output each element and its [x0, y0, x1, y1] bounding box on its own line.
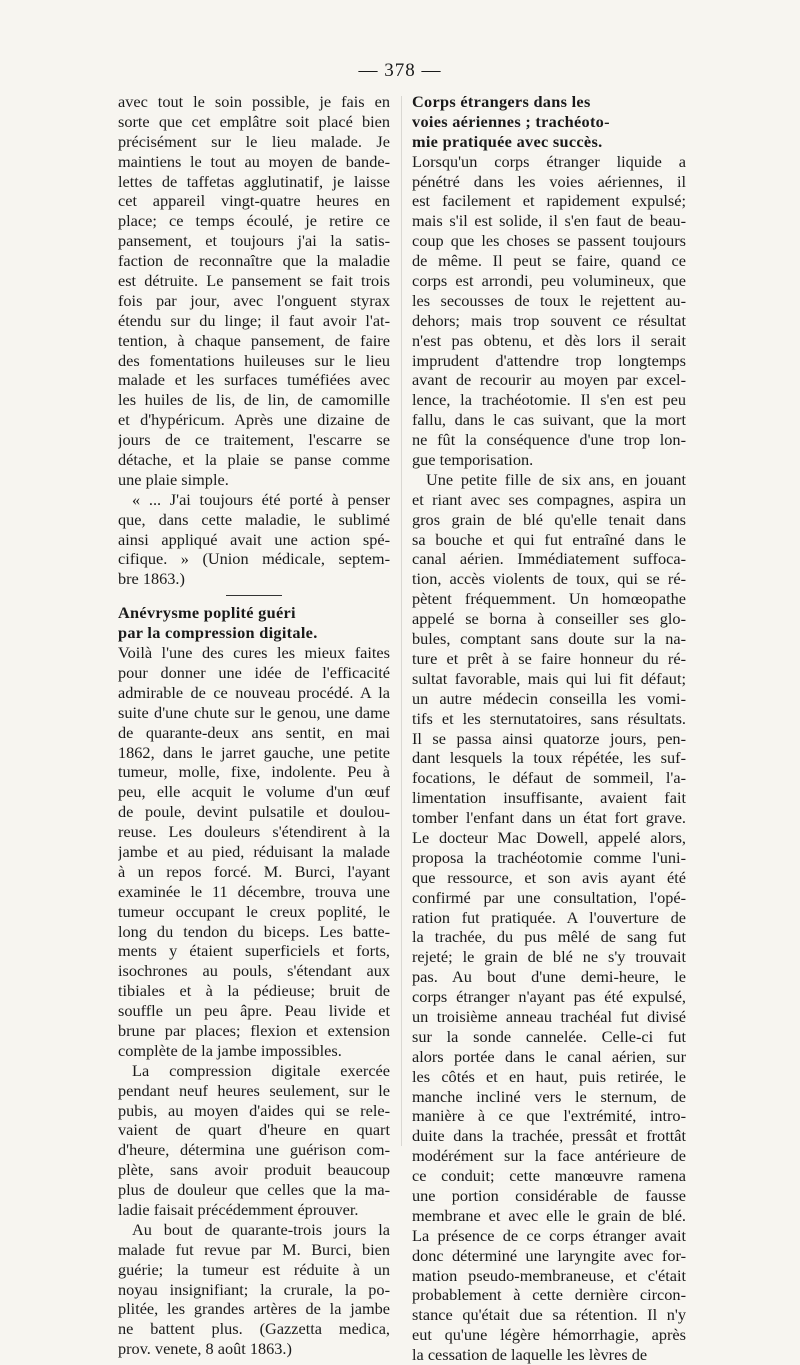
- text-line: plitée, les grandes artères de la jambe: [118, 1299, 390, 1319]
- text-line: vaient de quart d'heure en quart: [118, 1120, 390, 1140]
- left-column: [118, 92, 390, 1359]
- text-line: ration fut pratiquée. A l'ouverture de: [412, 907, 686, 927]
- text-line: cifique. » (Union médicale, septem-: [118, 549, 390, 569]
- text-line: confirmé par une consultation, l'opé-: [412, 887, 686, 907]
- text-line: faction de reconnaître que la maladie: [118, 251, 390, 271]
- text-line: est détruite. Le pansement se fait trois: [118, 271, 390, 291]
- text-line: reuse. Les douleurs s'étendirent à la: [118, 822, 390, 842]
- text-line: que ressource, et son avis ayant été: [412, 867, 686, 887]
- text-line: une plaie simple.: [118, 469, 229, 489]
- section-separator: [118, 589, 390, 603]
- text-line: et riant avec ses compagnes, aspira un: [412, 489, 686, 509]
- text-line: jambe et au pied, réduisant la malade: [118, 841, 390, 861]
- text-line: pansement, et toujours j'ai la satis-: [118, 231, 390, 251]
- text-line: pubis, au moyen d'aides qui se rele-: [118, 1100, 390, 1120]
- text-line: Il se passa ainsi quatorze jours, pen-: [412, 728, 686, 748]
- text-line: rejeté; le grain de blé ne s'y trouvait: [412, 947, 686, 967]
- text-line: plète, sans avoir produit beaucoup: [118, 1160, 390, 1180]
- text-line: les secousses de toux le rejettent au-: [412, 290, 686, 310]
- text-line: les côtés et en haut, puis retirée, le: [412, 1066, 686, 1086]
- text-line: pénétré dans les voies aériennes, il: [412, 171, 686, 191]
- text-line: pètent fréquemment. Un homœopathe: [412, 589, 686, 609]
- section-title-line: Anévrysme poplité guéri: [118, 603, 296, 623]
- text-line: une portion considérable de fausse: [412, 1185, 686, 1205]
- text-line: peu, elle acquit le volume d'un œuf: [118, 782, 390, 802]
- text-line: modérément sur la face antérieure de: [412, 1146, 686, 1166]
- text-line: imprudent d'attendre trop longtemps: [412, 350, 686, 370]
- text-line: gue temporisation.: [412, 450, 534, 470]
- text-line: ments y étaient superficiels et forts,: [118, 941, 390, 961]
- text-line: stance qu'était due sa rétention. Il n'y: [412, 1305, 686, 1325]
- text-line: tomber l'enfant dans un état fort grave.: [412, 808, 686, 828]
- text-line: malade fut revue par M. Burci, bien: [118, 1239, 390, 1259]
- text-line: de poule, devint pulsatile et doulou-: [118, 802, 390, 822]
- text-line: prov. venete, 8 août 1863.): [118, 1339, 292, 1359]
- text-line: avec tout le soin possible, je fais en: [118, 92, 390, 111]
- section-title-line: Corps étrangers dans les: [412, 92, 591, 111]
- text-line: ture et prêt à se faire honneur du ré-: [412, 648, 686, 668]
- text-line: manche incliné vers le sternum, de: [412, 1086, 686, 1106]
- text-line: et d'hypéricum. Après une dizaine de: [118, 410, 390, 430]
- text-line: admirable de ce nouveau procédé. A la: [118, 682, 390, 702]
- text-line: proposa la trachéotomie comme l'uni-: [412, 847, 686, 867]
- text-line: long du tendon du biceps. Les batte-: [118, 921, 390, 941]
- text-line: souffle un peu âpre. Peau livide et: [118, 1001, 390, 1021]
- text-line: mais s'il est solide, il s'en faut de beau-: [412, 211, 686, 231]
- text-line: un autre médecin conseilla les vomi-: [412, 688, 686, 708]
- text-line: tumeur occupant le creux poplité, le: [118, 901, 390, 921]
- text-line: duite dans la trachée, pressât et frottât: [412, 1126, 686, 1146]
- separator-rule: [226, 595, 282, 596]
- text-line: lence, la trachéotomie. Il s'en est peu: [412, 390, 686, 410]
- section-title-line: voies aériennes ; trachéoto-: [412, 111, 610, 131]
- text-line: ne battent plus. (Gazzetta medica,: [118, 1319, 390, 1339]
- text-line: sur la sonde cannelée. Celle-ci fut: [412, 1026, 686, 1046]
- text-line: fallu, dans le cas suivant, que la mort: [412, 410, 686, 430]
- text-line: canal aérien. Immédiatement suffoca-: [412, 549, 686, 569]
- text-line: la trachée, du pus mêlé de sang fut: [412, 927, 686, 947]
- text-line: la cessation de laquelle les lèvres de: [412, 1345, 648, 1365]
- text-line: Voilà l'une des cures les mieux faites: [118, 643, 390, 663]
- text-line: maintiens le tout au moyen de bande-: [118, 151, 390, 171]
- text-line: de même. Il peut se faire, quand ce: [412, 251, 686, 271]
- text-line: à un repos forcé. M. Burci, l'ayant: [118, 861, 390, 881]
- text-line: focations, le défaut de sommeil, l'a-: [412, 768, 686, 788]
- text-line: place; ce temps écoulé, je retire ce: [118, 211, 390, 231]
- text-line: coup que les choses se passent toujours: [412, 231, 686, 251]
- text-line: fois par jour, avec l'onguent styrax: [118, 290, 390, 310]
- text-line: cet appareil vingt-quatre heures en: [118, 191, 390, 211]
- text-line: jours de ce traitement, l'escarre se: [118, 430, 390, 450]
- section-title-line: mie pratiquée avec succès.: [412, 131, 603, 151]
- text-line: probablement à cette dernière circon-: [412, 1285, 686, 1305]
- text-line: isochrones au pouls, s'étendant aux: [118, 961, 390, 981]
- text-line: sultat favorable, mais qui lui fit défaut;: [412, 668, 686, 688]
- text-line: un troisième anneau trachéal fut divisé: [412, 1006, 686, 1026]
- text-line: complète de la jambe impossibles.: [118, 1040, 342, 1060]
- text-line: pendant neuf heures seulement, sur le: [118, 1080, 390, 1100]
- text-line: bre 1863.): [118, 569, 185, 589]
- text-line: limentation insuffisante, avaient fait: [412, 788, 686, 808]
- text-line: noyau insignifiant; la crurale, la po-: [118, 1279, 390, 1299]
- text-line: ainsi appliqué avait une action spé-: [118, 529, 390, 549]
- text-line: brune par places; flexion et extension: [118, 1020, 390, 1040]
- text-line: ce conduit; cette manœuvre ramena: [412, 1166, 686, 1186]
- text-line: mation pseudo-membraneuse, et c'était: [412, 1265, 686, 1285]
- text-line: n'est pas obtenu, et dès lors il serait: [412, 330, 686, 350]
- text-line: des fomentations huileuses sur le lieu: [118, 350, 390, 370]
- text-line: tibiales et à la pédieuse; bruit de: [118, 981, 390, 1001]
- text-line: sorte que cet emplâtre soit placé bien: [118, 111, 390, 131]
- text-line: La présence de ce corps étranger avait: [412, 1225, 686, 1245]
- text-line: alors portée dans le canal aérien, sur: [412, 1046, 686, 1066]
- text-line: La compression digitale exercée: [132, 1060, 390, 1080]
- text-line: manière à ce que l'extrémité, intro-: [412, 1106, 686, 1126]
- text-line: pour donner une idée de l'efficacité: [118, 662, 390, 682]
- text-line: les huiles de lis, de lin, de camomille: [118, 390, 390, 410]
- text-line: plus de douleur que celles que la ma-: [118, 1180, 390, 1200]
- text-line: d'heure, détermina une guérison com-: [118, 1140, 390, 1160]
- text-line: donc déterminé une laryngite avec for-: [412, 1245, 686, 1265]
- text-line: tention, à chaque pansement, de faire: [118, 330, 390, 350]
- text-line: corps est arrondi, peu volumineux, que: [412, 271, 686, 291]
- text-line: Une petite fille de six ans, en jouant: [426, 469, 686, 489]
- text-line: guérie; la tumeur est réduite à un: [118, 1259, 390, 1279]
- text-line: tumeur, molle, fixe, indolente. Peu à: [118, 762, 390, 782]
- text-line: tifs et les sternutatoires, sans résultats.: [412, 708, 686, 728]
- text-line: eut qu'une légère hémorrhagie, après: [412, 1325, 686, 1345]
- text-line: 1862, dans le jarret gauche, une petite: [118, 742, 390, 762]
- text-line: membrane et avec elle le grain de blé.: [412, 1205, 686, 1225]
- text-line: dant lesquels la toux répétée, les suf-: [412, 748, 686, 768]
- text-line: gros grain de blé qu'elle tenait dans: [412, 509, 686, 529]
- page-number: — 378 —: [358, 60, 442, 81]
- text-line: dehors; mais trop souvent ce résultat: [412, 310, 686, 330]
- text-line: Lorsqu'un corps étranger liquide a: [412, 151, 686, 171]
- section-title-line: par la compression digitale.: [118, 623, 318, 643]
- text-line: examinée le 11 décembre, trouva une: [118, 881, 390, 901]
- right-column: [412, 92, 686, 1365]
- text-line: appelé se borna à conseiller ses glo-: [412, 609, 686, 629]
- text-line: bules, comptant sans doute sur la na-: [412, 629, 686, 649]
- text-line: corps étranger n'ayant pas été expulsé,: [412, 987, 686, 1007]
- text-line: « ... J'ai toujours été porté à penser: [132, 489, 390, 509]
- text-line: Le docteur Mac Dowell, appelé alors,: [412, 827, 686, 847]
- text-line: sa bouche et qui fut entraîné dans le: [412, 529, 686, 549]
- column-divider: [401, 96, 402, 1146]
- text-line: de quarante-deux ans sentit, en mai: [118, 722, 390, 742]
- text-line: est facilement et rapidement expulsé;: [412, 191, 686, 211]
- text-line: lettes de taffetas agglutinatif, je laisse: [118, 171, 390, 191]
- text-line: avant de recourir au moyen par excel-: [412, 370, 686, 390]
- text-line: détache, et la plaie se panse comme: [118, 450, 390, 470]
- text-line: ladie faisait précédemment éprouver.: [118, 1199, 359, 1219]
- text-line: que, dans cette maladie, le sublimé: [118, 509, 390, 529]
- text-line: malade et les surfaces tuméfiées avec: [118, 370, 390, 390]
- text-line: Au bout de quarante-trois jours la: [132, 1219, 390, 1239]
- text-line: ne fût la conséquence d'une trop lon-: [412, 430, 686, 450]
- text-line: pas. Au bout d'une demi-heure, le: [412, 967, 686, 987]
- text-line: étendu sur du linge; il faut avoir l'at-: [118, 310, 390, 330]
- text-line: suite d'une chute sur le genou, une dame: [118, 702, 390, 722]
- text-line: précisément sur le lieu malade. Je: [118, 131, 390, 151]
- text-line: tion, accès violents de toux, qui se ré-: [412, 569, 686, 589]
